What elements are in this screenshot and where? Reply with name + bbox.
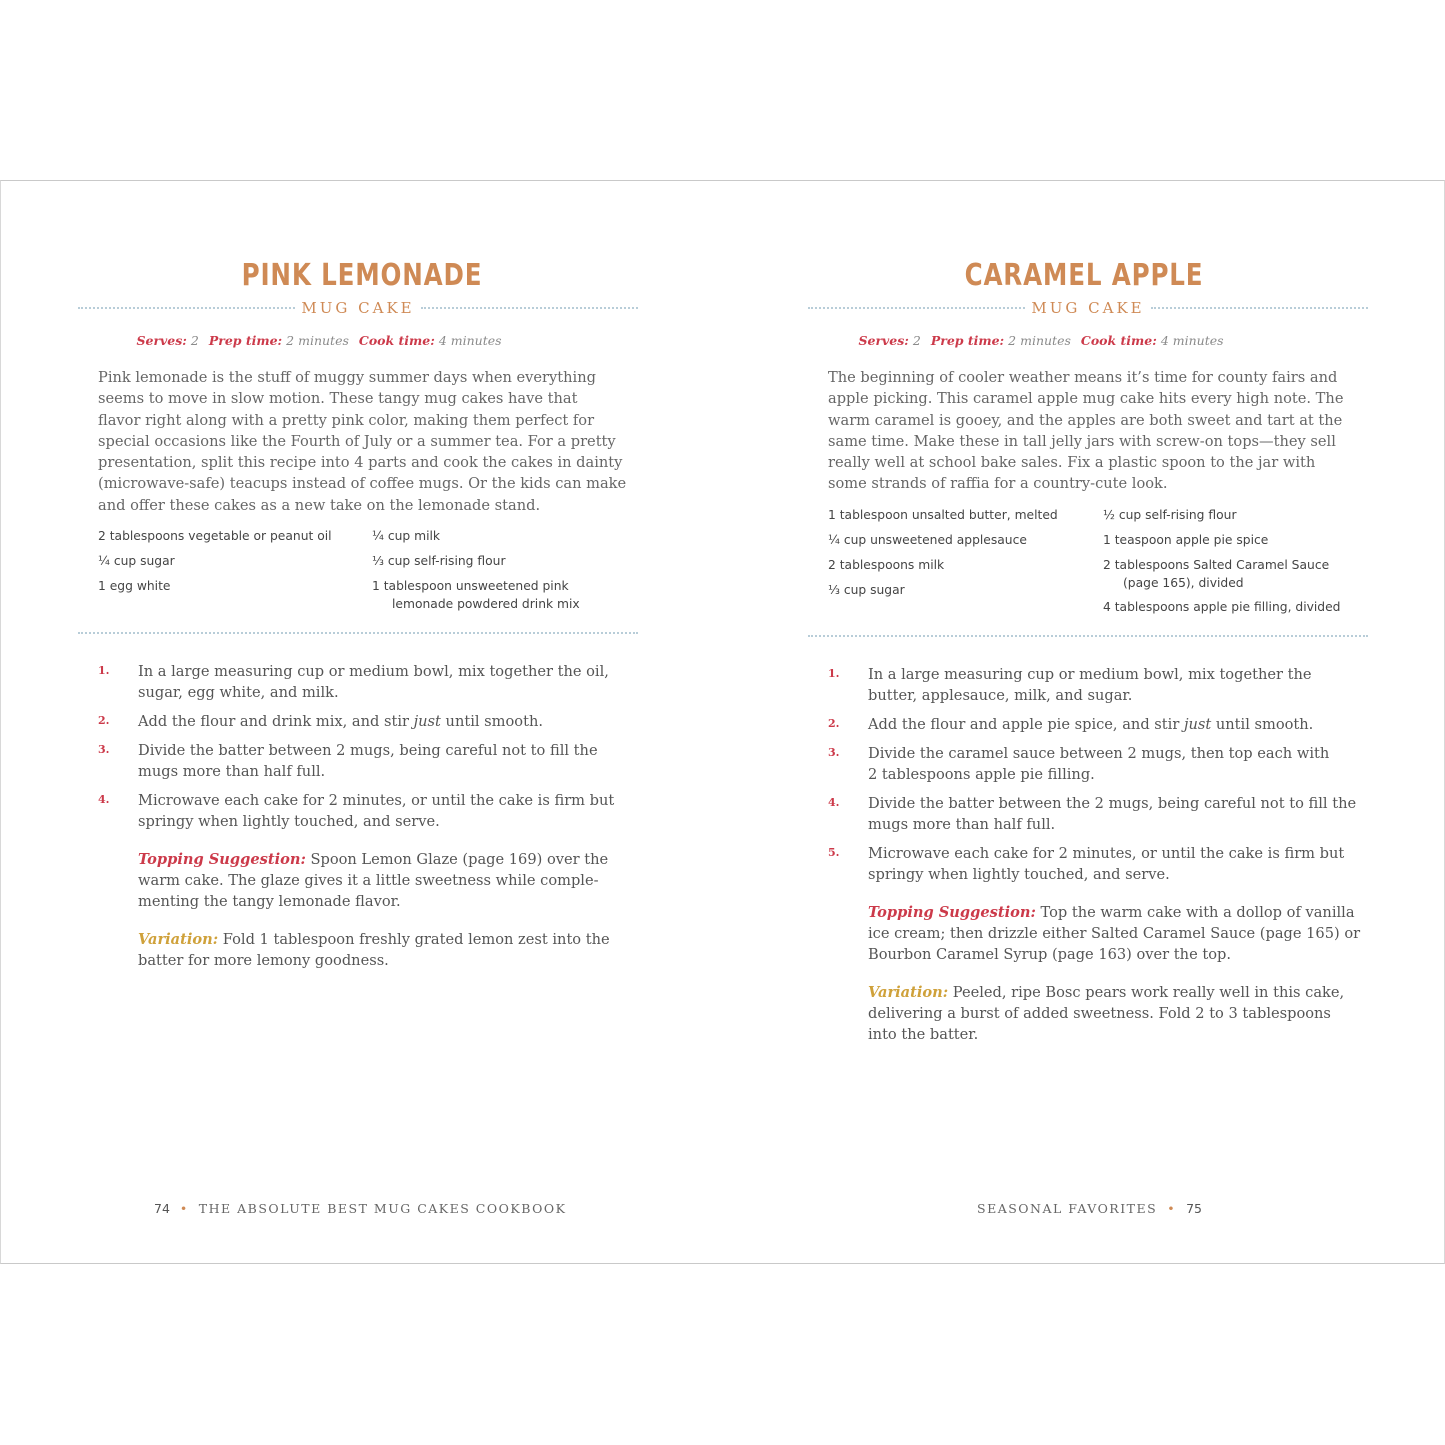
step-line: springy when lightly touched, and serve. — [138, 813, 440, 830]
topping-suggestion: Topping Suggestion: Top the warm cake with a dollop of vanilla ice cream; then drizzle either Salted Caramel Sauce (page 165) or Bourbon Caramel Syrup (page 163) over the top. — [868, 904, 1361, 963]
prep-label: Prep time: — [930, 333, 1005, 348]
intro-line: really well at school bake sales. Fix a plastic spoon to the jar with — [828, 454, 1316, 472]
step-number: 4. — [98, 793, 110, 806]
page-number: 74 — [154, 1201, 170, 1216]
right-page — [723, 181, 1445, 1263]
step-number: 2. — [98, 714, 110, 727]
ingredient: ⅓ cup sugar — [828, 583, 905, 597]
serves-value: 2 — [912, 333, 921, 348]
step-line: mugs more than half full. — [138, 763, 326, 780]
ingredient: ¼ cup sugar — [98, 554, 175, 568]
intro-paragraph — [828, 367, 1358, 495]
step-line: Add the flour and apple pie spice, and stir just until smooth. — [868, 716, 1314, 733]
ingredient: 2 tablespoons milk — [828, 558, 945, 572]
ingredient-line: 2 tablespoons Salted Caramel Sauce — [1103, 558, 1330, 572]
step-line: Add the flour and drink mix, and stir just until smooth. — [138, 713, 543, 730]
ingredient: 1 egg white — [98, 579, 171, 593]
step-line: Microwave each cake for 2 minutes, or until the cake is firm but — [138, 792, 615, 809]
step-line: Microwave each cake for 2 minutes, or until the cake is firm but — [868, 845, 1345, 862]
step-number: 3. — [828, 746, 840, 759]
cook-label: Cook time: — [358, 333, 435, 348]
intro-line: seems to move in slow motion. These tangy mug cakes have that — [98, 390, 578, 408]
dotted-divider — [1151, 307, 1368, 309]
intro-line: warm caramel is gooey, and the apples are both sweet and tart at the — [828, 411, 1343, 429]
ingredient-line: (page 165), divided — [1123, 576, 1244, 590]
page-footer — [154, 1201, 566, 1216]
prep-value: 2 minutes — [286, 333, 349, 348]
subtitle-row — [78, 297, 638, 319]
step-line: Divide the caramel sauce between 2 mugs, then top each with — [868, 745, 1330, 762]
intro-line: (microwave-safe) teacups instead of coffee mugs. Or the kids can make — [98, 475, 627, 493]
ingredient: 1 tablespoon unsalted butter, melted — [828, 508, 1058, 522]
page-footer — [977, 1201, 1202, 1216]
ingredient — [372, 577, 580, 613]
prep-label: Prep time: — [208, 333, 283, 348]
ingredient: ⅓ cup self-rising flour — [372, 554, 506, 568]
ingredient: ¼ cup milk — [372, 529, 441, 543]
step-line: In a large measuring cup or medium bowl, mix together the oil, — [138, 663, 609, 680]
ingredient-line: lemonade powdered drink mix — [392, 597, 580, 611]
serves-value: 2 — [190, 333, 199, 348]
cook-label: Cook time: — [1080, 333, 1157, 348]
running-head: SEASONAL FAVORITES — [977, 1201, 1158, 1216]
intro-line: special occasions like the Fourth of July or a summer tea. For a pretty — [98, 432, 616, 450]
running-head: THE ABSOLUTE BEST MUG CAKES COOKBOOK — [198, 1201, 567, 1216]
ingredient: 1 teaspoon apple pie spice — [1103, 533, 1269, 547]
recipe-subtitle: MUG CAKE — [301, 299, 415, 317]
recipe-meta — [723, 333, 1365, 348]
topping-label: Topping Suggestion: — [138, 851, 306, 868]
recipe-meta — [1, 333, 643, 348]
left-page — [1, 181, 723, 1263]
step-number: 1. — [98, 664, 110, 677]
step-number: 5. — [828, 846, 840, 859]
step-number: 2. — [828, 717, 840, 730]
intro-line: same time. Make these in tall jelly jars with screw-on tops—they sell — [828, 432, 1336, 450]
step-line: butter, applesauce, milk, and sugar. — [868, 687, 1133, 704]
topping-suggestion: Topping Suggestion: Spoon Lemon Glaze (page 169) over the warm cake. The glaze gives it a little sweetness while comple- menting the tangy lemonade flavor. — [138, 851, 609, 910]
dotted-divider — [78, 632, 638, 634]
step-line: In a large measuring cup or medium bowl, mix together the — [868, 666, 1312, 683]
dotted-divider — [421, 307, 638, 309]
book-spread — [0, 180, 1445, 1264]
step-line: Divide the batter between 2 mugs, being careful not to fill the — [138, 742, 598, 759]
topping-label: Topping Suggestion: — [868, 904, 1036, 921]
ingredient: 4 tablespoons apple pie filling, divided — [1103, 600, 1341, 614]
intro-line: The beginning of cooler weather means it’s time for county fairs and — [828, 369, 1338, 386]
intro-line: presentation, split this recipe into 4 parts and cook the cakes in dainty — [98, 454, 623, 472]
cook-value: 4 minutes — [438, 333, 502, 348]
serves-label: Serves: — [136, 333, 187, 348]
intro-line: apple picking. This caramel apple mug cake hits every high note. The — [828, 390, 1344, 408]
ingredient: ¼ cup unsweetened applesauce — [828, 533, 1027, 547]
intro-line: Pink lemonade is the stuff of muggy summer days when everything — [98, 369, 596, 386]
prep-value: 2 minutes — [1008, 333, 1071, 348]
subtitle-row — [808, 297, 1368, 319]
variation-label: Variation: — [868, 984, 949, 1001]
cook-value: 4 minutes — [1160, 333, 1224, 348]
intro-line: some strands of raffia for a country-cute look. — [828, 475, 1168, 493]
step-number: 1. — [828, 667, 840, 680]
variation-note: Variation: Peeled, ripe Bosc pears work really well in this cake, delivering a burst of added sweetness. Fold 2 to 3 tablespoons into the batter. — [868, 984, 1345, 1043]
serves-label: Serves: — [858, 333, 909, 348]
step-line: springy when lightly touched, and serve. — [868, 866, 1170, 883]
recipe-title: PINK LEMONADE — [241, 258, 483, 293]
dotted-divider — [78, 307, 295, 309]
step-line: Divide the batter between the 2 mugs, being careful not to fill the — [868, 795, 1357, 812]
step-number: 4. — [828, 796, 840, 809]
variation-label: Variation: — [138, 931, 219, 948]
step-line: 2 tablespoons apple pie filling. — [868, 766, 1095, 783]
page-number: 75 — [1186, 1201, 1202, 1216]
dotted-divider — [808, 307, 1025, 309]
intro-paragraph — [98, 367, 628, 516]
ingredient-line: 1 tablespoon unsweetened pink — [372, 579, 569, 593]
step-line: sugar, egg white, and milk. — [138, 684, 339, 701]
bullet-separator: • — [179, 1201, 189, 1216]
variation-note: Variation: Fold 1 tablespoon freshly grated lemon zest into the batter for more lemony goodness. — [138, 931, 610, 969]
step-line: mugs more than half full. — [868, 816, 1056, 833]
dotted-divider — [808, 635, 1368, 637]
intro-line: flavor right along with a pretty pink color, making them perfect for — [98, 411, 595, 429]
bullet-separator: • — [1167, 1201, 1177, 1216]
ingredient: ½ cup self-rising flour — [1103, 508, 1237, 522]
ingredient — [1103, 556, 1329, 592]
step-number: 3. — [98, 743, 110, 756]
ingredient: 2 tablespoons vegetable or peanut oil — [98, 529, 332, 543]
recipe-title: CARAMEL APPLE — [964, 258, 1204, 293]
recipe-subtitle: MUG CAKE — [1031, 299, 1145, 317]
intro-line: and offer these cakes as a new take on the lemonade stand. — [98, 496, 541, 514]
